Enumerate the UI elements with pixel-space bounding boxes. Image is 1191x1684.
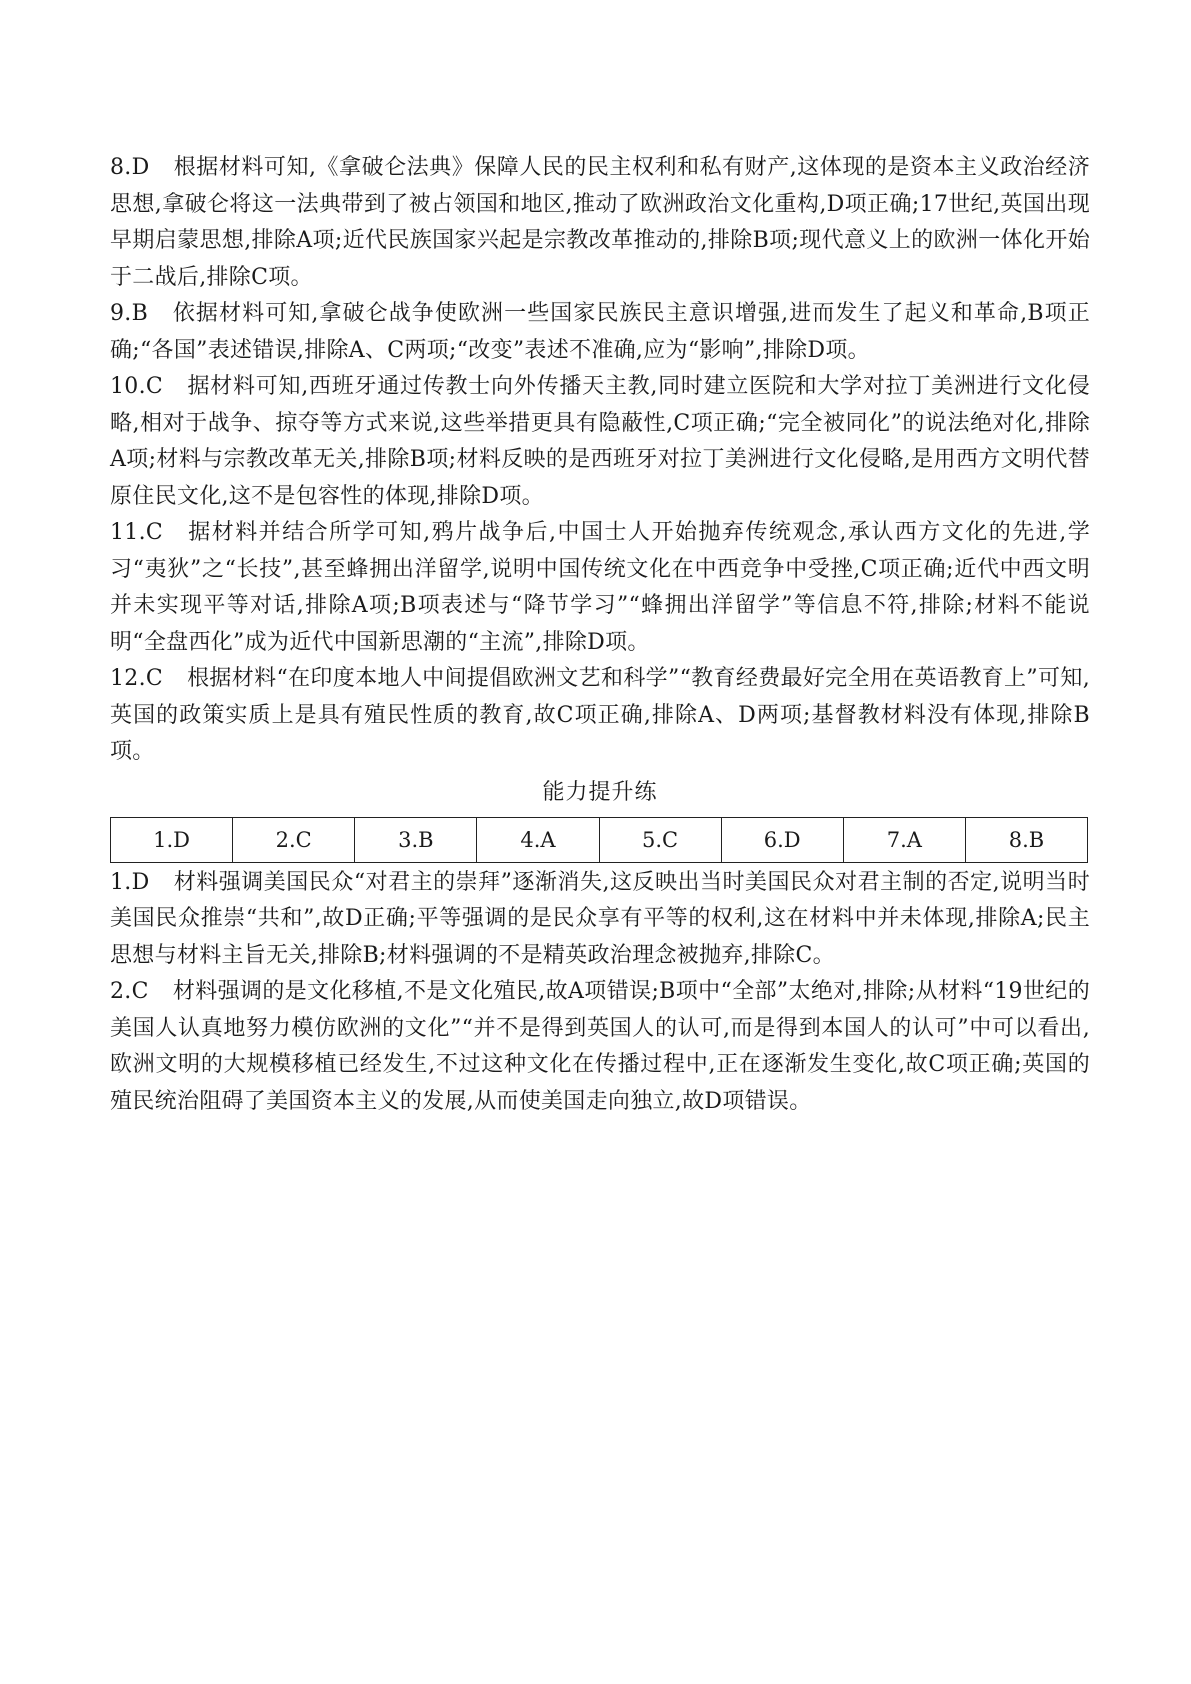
answer-number: 1.D xyxy=(110,869,150,895)
answer-cell: 2.C xyxy=(233,817,355,862)
answer-number: 10.C xyxy=(110,374,164,399)
answer-document xyxy=(110,150,1090,1120)
table-row xyxy=(111,817,1088,862)
explanation-text: 据材料并结合所学可知,鸦片战争后,中国士人开始抛弃传统观念,承认西方文化的先进,学习“夷狄”之“长技”,甚至蜂拥出洋留学,说明中国传统文化在中西竞争中受挫,C项正确;近代中西文明并未实现平等对话,排除A项;B项表述与“降节学习”“蜂拥出洋留学”等信息不符,排除;材料不能说明“全盘西化”成为近代中国新思潮的“主流”,排除D项。 xyxy=(110,520,1090,655)
explanation-text: 依据材料可知,拿破仑战争使欧洲一些国家民族民主意识增强,进而发生了起义和革命,B项正确;“各国”表述错误,排除A、C两项;“改变”表述不准确,应为“影响”,排除D项。 xyxy=(110,301,1090,363)
answer-explanation-12 xyxy=(110,661,1090,771)
answer-cell: 5.C xyxy=(599,817,721,862)
explanation-text: 据材料可知,西班牙通过传教士向外传播天主教,同时建立医院和大学对拉丁美洲进行文化侵略,相对于战争、掠夺等方式来说,这些举措更具有隐蔽性,C项正确;“完全被同化”的说法绝对化,排除A项;材料与宗教改革无关,排除B项;材料反映的是西班牙对拉丁美洲进行文化侵略,是用西方文明代替原住民文化,这不是包容性的体现,排除D项。 xyxy=(110,374,1090,509)
answer-number: 8.D xyxy=(110,155,150,180)
answer-cell: 3.B xyxy=(355,817,477,862)
answer-cell: 4.A xyxy=(477,817,599,862)
answer-cell: 6.D xyxy=(721,817,843,862)
answer-explanation-1 xyxy=(110,865,1090,975)
explanation-text: 根据材料可知,《拿破仑法典》保障人民的民主权利和私有财产,这体现的是资本主义政治经济思想,拿破仑将这一法典带到了被占领国和地区,推动了欧洲政治文化重构,D项正确;17世纪,英国出现早期启蒙思想,排除A项;近代民族国家兴起是宗教改革推动的,排除B项;现代意义上的欧洲一体化开始于二战后,排除C项。 xyxy=(110,155,1090,290)
section-title: 能力提升练 xyxy=(542,779,658,805)
answer-explanation-11 xyxy=(110,515,1090,661)
answer-cell: 1.D xyxy=(111,817,233,862)
explanation-text: 材料强调的是文化移植,不是文化殖民,故A项错误;B项中“全部”太绝对,排除;从材料“19世纪的美国人认真地努力模仿欧洲的文化”“并不是得到英国人的认可,而是得到本国人的认可”中可以看出,欧洲文明的大规模移植已经发生,不过这种文化在传播过程中,正在逐渐发生变化,故C项正确;英国的殖民统治阻碍了美国资本主义的发展,从而使美国走向独立,故D项错误。 xyxy=(110,979,1090,1114)
answer-number: 12.C xyxy=(110,666,164,691)
answer-key-table xyxy=(110,817,1088,863)
answer-explanation-10 xyxy=(110,369,1090,515)
answer-explanation-2 xyxy=(110,974,1090,1120)
answer-cell: 7.A xyxy=(843,817,965,862)
answer-number: 9.B xyxy=(110,301,149,326)
answer-explanation-8 xyxy=(110,150,1090,296)
answer-number: 11.C xyxy=(110,520,164,545)
answer-number: 2.C xyxy=(110,979,149,1004)
explanation-text: 材料强调美国民众“对君主的崇拜”逐渐消失,这反映出当时美国民众对君主制的否定,说明当时美国民众推崇“共和”,故D正确;平等强调的是民众享有平等的权利,这在材料中并未体现,排除A;民主思想与材料主旨无关,排除B;材料强调的不是精英政治理念被抛弃,排除C。 xyxy=(110,869,1090,968)
explanation-text: 根据材料“在印度本地人中间提倡欧洲文艺和科学”“教育经费最好完全用在英语教育上”可知,英国的政策实质上是具有殖民性质的教育,故C项正确,排除A、D两项;基督教材料没有体现,排除B项。 xyxy=(110,666,1090,764)
answer-explanation-9 xyxy=(110,296,1090,369)
answer-cell: 8.B xyxy=(965,817,1087,862)
